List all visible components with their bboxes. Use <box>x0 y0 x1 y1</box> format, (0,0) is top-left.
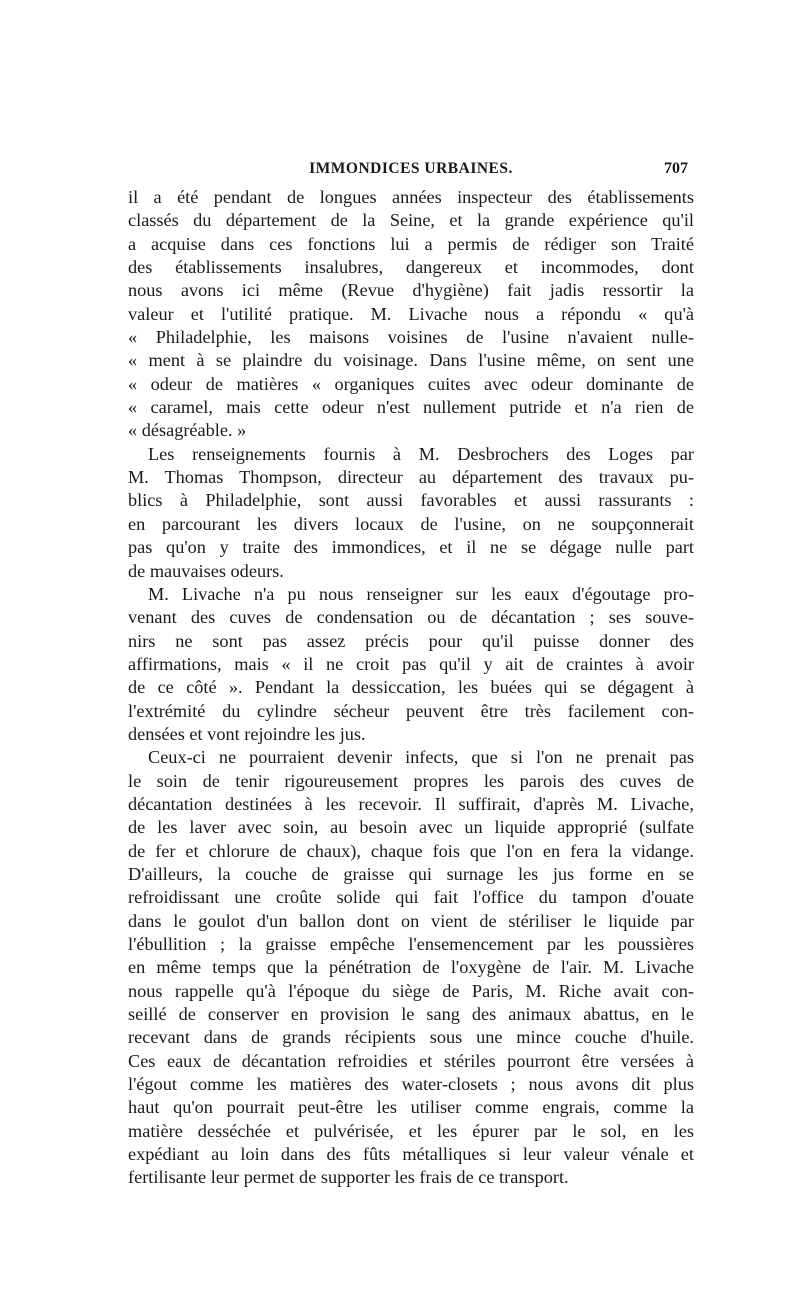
text-line: affirmations, mais « il ne croit pas qu'il y ait de craintes à avoir <box>128 653 694 674</box>
book-page <box>128 158 694 1190</box>
text-line: pas qu'on y traite des immondices, et il ne se dégage nulle part <box>128 537 694 558</box>
text-line: le soin de tenir rigoureusement propres les parois des cuves de <box>128 770 694 791</box>
paragraph <box>128 746 694 1190</box>
text-line: Ces eaux de décantation refroidies et stériles pourront être versées à <box>128 1050 694 1071</box>
text-line: l'ébullition ; la graisse empêche l'ensemencement par les poussières <box>128 934 694 954</box>
page-number: 707 <box>664 160 688 177</box>
text-line: de les laver avec soin, au besoin avec un liquide approprié (sulfate <box>128 817 694 838</box>
text-line: Ceux-ci ne pourraient devenir infects, que si l'on ne prenait pas <box>148 747 694 768</box>
text-line: des établissements insalubres, dangereux et incommodes, dont <box>128 257 694 278</box>
text-line: « ment à se plaindre du voisinage. Dans l'usine même, on sent une <box>128 350 694 371</box>
text-line: de mauvaises odeurs. <box>128 560 284 581</box>
text-line: l'égout comme les matières des water-closets ; nous avons dit plus <box>128 1074 694 1095</box>
text-line: refroidissant une croûte solide qui fait l'office du tampon d'ouate <box>128 887 694 908</box>
text-line: M. Livache n'a pu nous renseigner sur les eaux d'égoutage pro- <box>148 583 694 604</box>
text-line: « caramel, mais cette odeur n'est nullement putride et n'a rien de <box>128 397 694 418</box>
text-line: blics à Philadelphie, sont aussi favorables et aussi rassurants : <box>128 490 694 511</box>
text-line: M. Thomas Thompson, directeur au département des travaux pu- <box>128 467 694 488</box>
text-line: D'ailleurs, la couche de graisse qui surnage les jus forme en se <box>128 863 694 884</box>
text-line: fertilisante leur permet de supporter les frais de ce transport. <box>128 1167 569 1188</box>
text-line: seillé de conserver en provision le sang des animaux abattus, en le <box>128 1004 694 1025</box>
text-line: a acquise dans ces fonctions lui a permis de rédiger son Traité <box>128 233 694 254</box>
text-line: recevant dans de grands récipients sous une mince couche d'huile. <box>128 1027 694 1048</box>
text-line: expédiant au loin dans des fûts métalliques si leur valeur vénale et <box>128 1144 694 1165</box>
text-line: nous rappelle qu'à l'époque du siège de Paris, M. Riche avait con- <box>128 980 694 1001</box>
text-line: venant des cuves de condensation ou de décantation ; ses souve- <box>128 607 694 628</box>
text-line: nous avons ici même (Revue d'hygiène) fait jadis ressortir la <box>128 280 694 301</box>
text-line: en même temps que la pénétration de l'oxygène de l'air. M. Livache <box>128 957 694 978</box>
text-line: dans le goulot d'un ballon dont on vient de stériliser le liquide par <box>128 910 694 931</box>
text-line: « désagréable. » <box>128 420 247 441</box>
text-line: il a été pendant de longues années inspecteur des établissements <box>128 187 694 207</box>
text-line: haut qu'on pourrait peut-être les utiliser comme engrais, comme la <box>128 1097 694 1118</box>
text-line: valeur et l'utilité pratique. M. Livache nous a répondu « qu'à <box>128 303 694 324</box>
paragraph <box>128 186 694 443</box>
running-header <box>128 158 694 184</box>
text-line: « odeur de matières « organiques cuites avec odeur dominante de <box>128 373 694 394</box>
text-line: Les renseignements fournis à M. Desbrochers des Loges par <box>148 443 694 464</box>
text-line: l'extrémité du cylindre sécheur peuvent être très facilement con- <box>128 700 694 721</box>
text-line: en parcourant les divers locaux de l'usine, on ne soupçonnerait <box>128 513 694 534</box>
text-line: décantation destinées à les recevoir. Il suffirait, d'après M. Livache, <box>128 793 694 814</box>
text-line: classés du département de la Seine, et la grande expérience qu'il <box>128 210 694 231</box>
body-text <box>128 186 694 1190</box>
text-line: de fer et chlorure de chaux), chaque fois que l'on en fera la vidange. <box>128 840 694 861</box>
text-line: « Philadelphie, les maisons voisines de l'usine n'avaient nulle- <box>128 327 694 348</box>
text-line: densées et vont rejoindre les jus. <box>128 723 366 744</box>
text-line: matière desséchée et pulvérisée, et les épurer par le sol, en les <box>128 1120 694 1141</box>
running-title: IMMONDICES URBAINES. <box>309 160 513 177</box>
paragraph <box>128 583 694 746</box>
text-line: nirs ne sont pas assez précis pour qu'il puisse donner des <box>128 630 694 651</box>
paragraph <box>128 443 694 583</box>
text-line: de ce côté ». Pendant la dessiccation, les buées qui se dégagent à <box>128 677 694 698</box>
